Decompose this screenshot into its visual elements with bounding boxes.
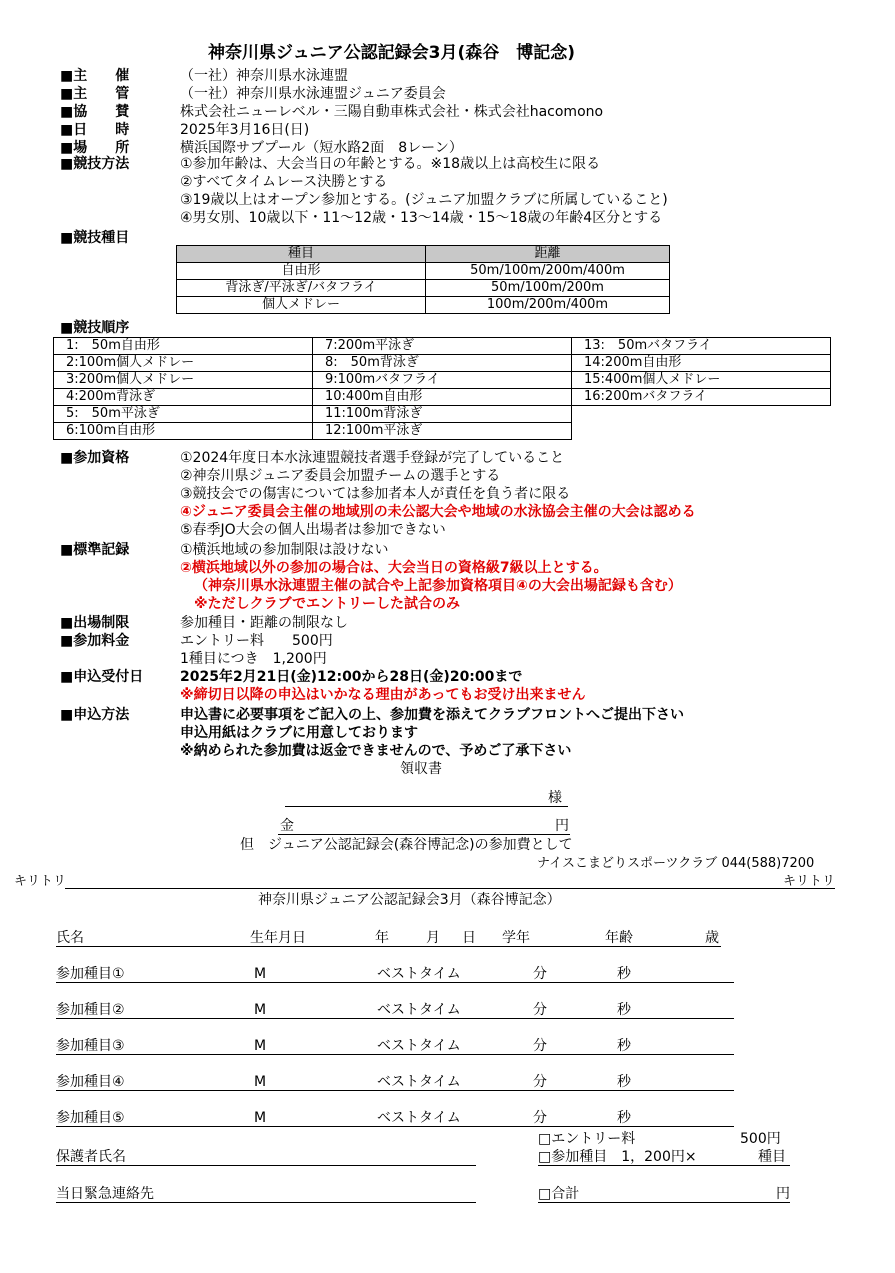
event-type: 背泳ぎ/平泳ぎ/バタフライ — [177, 280, 426, 297]
entry-m: M — [254, 1002, 267, 1018]
standard-line-3: （神奈川県水泳連盟主催の試合や上記参加資格項目④の大会出場記録も含む） — [194, 578, 682, 594]
event-type: 自由形 — [177, 263, 426, 280]
total-unit: 円 — [776, 1186, 790, 1202]
entry-line[interactable] — [56, 1090, 734, 1091]
events-row — [177, 297, 670, 314]
accept-label: ■申込受付日 — [60, 669, 144, 685]
fee-event-label: □参加種目 1，200円× — [538, 1149, 697, 1165]
receipt-yen: 円 — [555, 818, 569, 834]
entry-line[interactable] — [56, 1018, 734, 1019]
events-table — [176, 245, 670, 314]
order-cell: 12:100m平泳ぎ — [313, 423, 572, 440]
order-cell: 3:200m個人メドレー — [54, 372, 313, 389]
fee-entry-value: 500円 — [740, 1131, 781, 1147]
entry-label: 参加種目③ — [56, 1038, 125, 1054]
entry-fun: 分 — [533, 1038, 547, 1054]
form-name-line[interactable] — [56, 946, 721, 947]
event-distance: 100m/200m/400m — [426, 297, 670, 314]
info-label: ■主 催 — [60, 68, 130, 84]
receipt-club: ナイスこまどりスポーツクラブ 044(588)7200 — [537, 856, 815, 871]
order-cell: 4:200m背泳ぎ — [54, 389, 313, 406]
entry-best: ベストタイム — [377, 966, 461, 982]
entry-m: M — [254, 1074, 267, 1090]
event-distance: 50m/100m/200m/400m — [426, 263, 670, 280]
fee-line-2: 1種目につき 1,200円 — [180, 651, 327, 667]
receipt-kin: 金 — [280, 818, 294, 834]
accept-line-2: ※締切日以降の申込はいかなる理由があってもお受け出来ません — [180, 687, 586, 703]
entry-line[interactable] — [56, 1126, 734, 1127]
receipt-title: 領収書 — [400, 761, 442, 777]
qualification-line: ②神奈川県ジュニア委員会加盟チームの選手とする — [180, 468, 501, 484]
method-line: ④男女別、10歳以下・11～12歳・13～14歳・15～18歳の年齢4区分とする — [180, 210, 663, 226]
order-cell: 14:200m自由形 — [572, 355, 831, 372]
qualification-line: ⑤春季JO大会の個人出場者は参加できない — [180, 522, 446, 538]
entry-fun: 分 — [533, 1002, 547, 1018]
cut-label-right: キリトリ — [783, 874, 836, 889]
order-empty-cell — [572, 423, 831, 440]
standard-line-1: ①横浜地域の参加制限は設けない — [180, 542, 389, 558]
method-line: ③19歳以上はオープン参加とする。(ジュニア加盟クラブに所属していること) — [180, 192, 668, 208]
event-distance: 50m/100m/200m — [426, 280, 670, 297]
order-cell: 9:100mバタフライ — [313, 372, 572, 389]
page-title: 神奈川県ジュニア公認記録会3月(森谷 博記念) — [208, 43, 576, 63]
form-year-label: 年 — [375, 930, 389, 946]
order-table — [53, 337, 831, 440]
method-line: ②すべてタイムレース決勝とする — [180, 174, 388, 190]
order-empty-cell — [572, 406, 831, 423]
order-cell: 2:100m個人メドレー — [54, 355, 313, 372]
accept-line-1: 2025年2月21日(金)12:00から28日(金)20:00まで — [180, 669, 523, 685]
entry-byo: 秒 — [617, 1074, 631, 1090]
entry-byo: 秒 — [617, 1038, 631, 1054]
order-cell: 8: 50m背泳ぎ — [313, 355, 572, 372]
limit-value: 参加種目・距離の制限なし — [180, 615, 348, 631]
order-cell: 6:100m自由形 — [54, 423, 313, 440]
order-cell: 10:400m自由形 — [313, 389, 572, 406]
form-age-label: 年齢 — [605, 930, 633, 946]
entry-line[interactable] — [56, 982, 734, 983]
event-type: 個人メドレー — [177, 297, 426, 314]
guardian-line[interactable] — [56, 1165, 476, 1166]
apply-line-3: ※納められた参加費は返金できませんので、予めご了承下さい — [180, 743, 572, 759]
apply-line-2: 申込用紙はクラブに用意しております — [180, 725, 418, 741]
qualification-line: ④ジュニア委員会主催の地域別の未公認大会や地域の水泳協会主催の大会は認める — [180, 504, 696, 520]
entry-fun: 分 — [533, 1074, 547, 1090]
entry-best: ベストタイム — [377, 1002, 461, 1018]
cut-line — [65, 888, 835, 889]
info-label: ■日 時 — [60, 122, 130, 138]
info-value: 2025年3月16日(日) — [180, 122, 310, 138]
info-value: （一社）神奈川県水泳連盟ジュニア委員会 — [180, 86, 446, 102]
order-row — [54, 423, 831, 440]
entry-label: 参加種目② — [56, 1002, 125, 1018]
apply-label: ■申込方法 — [60, 707, 130, 723]
fee-line-1: エントリー料 500円 — [180, 633, 333, 649]
receipt-amount-line — [278, 834, 570, 835]
receipt-name-line — [285, 806, 568, 807]
info-value: 横浜国際サブプール（短水路2面 8レーン） — [180, 140, 463, 156]
limit-label: ■出場制限 — [60, 615, 130, 631]
order-row — [54, 355, 831, 372]
guardian-label: 保護者氏名 — [56, 1149, 126, 1165]
order-cell: 1: 50m自由形 — [54, 338, 313, 355]
form-name-label: 氏名 — [56, 930, 84, 946]
emergency-line[interactable] — [56, 1202, 476, 1203]
form-month-label: 月 — [426, 930, 440, 946]
form-grade-label: 学年 — [502, 930, 530, 946]
entry-m: M — [254, 966, 267, 982]
info-label: ■協 賛 — [60, 104, 130, 120]
order-cell: 13: 50mバタフライ — [572, 338, 831, 355]
entry-best: ベストタイム — [377, 1074, 461, 1090]
method-label: ■競技方法 — [60, 156, 130, 172]
info-value: 株式会社ニューレベル・三陽自動車株式会社・株式会社hacomono — [180, 104, 604, 120]
info-value: （一社）神奈川県水泳連盟 — [180, 68, 348, 84]
fee-label: ■参加料金 — [60, 633, 130, 649]
form-birth-label: 生年月日 — [250, 930, 306, 946]
cut-label-left: キリトリ — [14, 874, 67, 889]
entry-label: 参加種目① — [56, 966, 125, 982]
standard-label: ■標準記録 — [60, 542, 130, 558]
standard-line-4: ※ただしクラブでエントリーした試合のみ — [194, 596, 461, 612]
fee-event-unit: 種目 — [758, 1149, 786, 1165]
qualification-line: ①2024年度日本水泳連盟競技者選手登録が完了していること — [180, 450, 565, 466]
info-label: ■場 所 — [60, 140, 130, 156]
receipt-purpose: 但 ジュニア公認記録会(森谷博記念)の参加費として — [240, 837, 573, 853]
apply-line-1: 申込書に必要事項をご記入の上、参加費を添えてクラブフロントへご提出下さい — [180, 707, 684, 723]
order-row — [54, 372, 831, 389]
form-day-label: 日 — [462, 930, 476, 946]
method-line: ①参加年齢は、大会当日の年齢とする。※18歳以上は高校生に限る — [180, 156, 601, 172]
order-row — [54, 406, 831, 423]
events-header-type: 種目 — [177, 246, 426, 263]
total-label: □合計 — [538, 1186, 580, 1202]
entry-byo: 秒 — [617, 1002, 631, 1018]
order-label: ■競技順序 — [60, 320, 130, 336]
order-cell: 11:100m背泳ぎ — [313, 406, 572, 423]
entry-label: 参加種目⑤ — [56, 1110, 125, 1126]
events-row — [177, 263, 670, 280]
standard-line-2: ②横浜地域以外の参加の場合は、大会当日の資格級7級以上とする。 — [180, 560, 608, 576]
events-header-distance: 距離 — [426, 246, 670, 263]
entry-fun: 分 — [533, 966, 547, 982]
qualification-label: ■参加資格 — [60, 450, 130, 466]
events-label: ■競技種目 — [60, 230, 130, 246]
emergency-label: 当日緊急連絡先 — [56, 1186, 154, 1202]
info-label: ■主 管 — [60, 86, 130, 102]
events-row — [177, 280, 670, 297]
receipt-sama: 様 — [548, 790, 562, 806]
entry-byo: 秒 — [617, 966, 631, 982]
entry-label: 参加種目④ — [56, 1074, 125, 1090]
form-title: 神奈川県ジュニア公認記録会3月（森谷博記念） — [258, 892, 561, 908]
entry-best: ベストタイム — [377, 1110, 461, 1126]
order-cell: 7:200m平泳ぎ — [313, 338, 572, 355]
entry-m: M — [254, 1110, 267, 1126]
order-row — [54, 389, 831, 406]
entry-line[interactable] — [56, 1054, 734, 1055]
entry-fun: 分 — [533, 1110, 547, 1126]
order-cell: 5: 50m平泳ぎ — [54, 406, 313, 423]
fee-event-line — [538, 1165, 790, 1166]
order-cell: 15:400m個人メドレー — [572, 372, 831, 389]
total-line — [538, 1202, 790, 1203]
form-sai-label: 歳 — [705, 930, 719, 946]
fee-entry-label: □エントリー料 — [538, 1131, 636, 1147]
entry-m: M — [254, 1038, 267, 1054]
order-row — [54, 338, 831, 355]
order-cell: 16:200mバタフライ — [572, 389, 831, 406]
qualification-line: ③競技会での傷害については参加者本人が責任を負う者に限る — [180, 486, 571, 502]
entry-best: ベストタイム — [377, 1038, 461, 1054]
entry-byo: 秒 — [617, 1110, 631, 1126]
